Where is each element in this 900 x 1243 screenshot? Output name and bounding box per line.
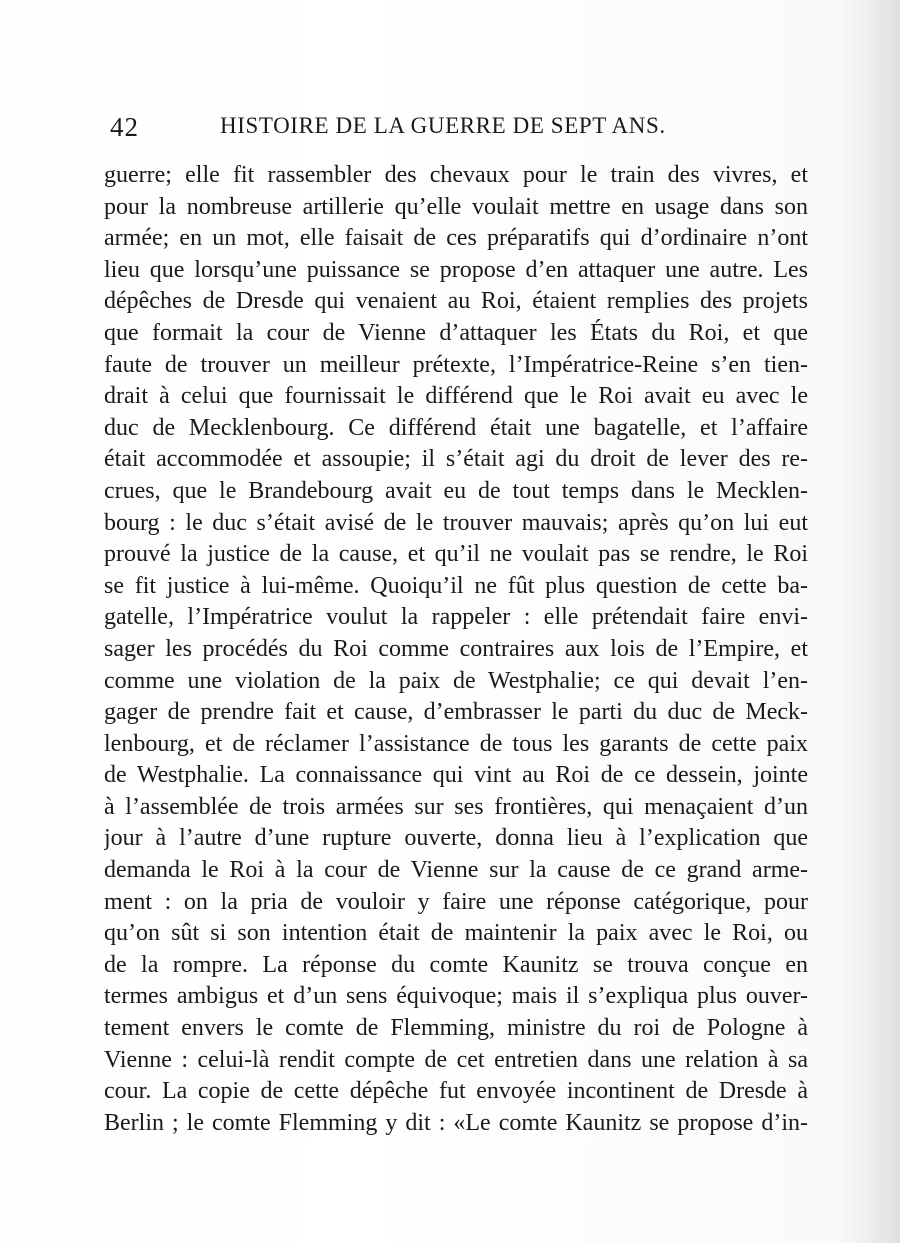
page-number: 42: [110, 112, 139, 142]
body-text: [104, 160, 808, 1139]
text-line: duc de Mecklenbourg. Ce différend était une bagatelle, et l’affaire: [104, 414, 808, 441]
text-line: à l’assemblée de trois armées sur ses frontières, qui menaçaient d’un: [104, 793, 808, 820]
text-line: comme une violation de la paix de Westphalie; ce qui devait l’en-: [104, 667, 808, 694]
text-line: sager les procédés du Roi comme contraires aux lois de l’Empire, et: [104, 635, 808, 662]
page-edge-shadow: [872, 0, 900, 1243]
text-line: que formait la cour de Vienne d’attaquer les États du Roi, et que: [104, 319, 808, 346]
text-line: armée; en un mot, elle faisait de ces préparatifs qui d’ordinaire n’ont: [104, 225, 808, 252]
text-line: Vienne : celui-là rendit compte de cet entretien dans une relation à sa: [104, 1046, 808, 1073]
running-title: HISTOIRE DE LA GUERRE DE SEPT ANS.: [220, 113, 666, 138]
text-line: drait à celui que fournissait le différend que le Roi avait eu avec le: [104, 383, 808, 410]
text-line: lenbourg, et de réclamer l’assistance de tous les garants de cette paix: [104, 730, 808, 757]
text-line: tement envers le comte de Flemming, ministre du roi de Pologne à: [104, 1015, 808, 1042]
text-line: gatelle, l’Impératrice voulut la rappeler : elle prétendait faire envi-: [104, 604, 808, 631]
text-line: faute de trouver un meilleur prétexte, l’Impératrice-Reine s’en tien-: [104, 351, 808, 378]
text-line: lieu que lorsqu’une puissance se propose d’en attaquer une autre. Les: [104, 256, 808, 283]
text-line: ment : on la pria de vouloir y faire une réponse catégorique, pour: [104, 888, 808, 915]
text-line: était accommodée et assoupie; il s’était agi du droit de lever des re-: [104, 446, 808, 473]
text-line: jour à l’autre d’une rupture ouverte, donna lieu à l’explication que: [104, 825, 808, 852]
text-line: pour la nombreuse artillerie qu’elle voulait mettre en usage dans son: [104, 193, 808, 220]
text-line: gager de prendre fait et cause, d’embrasser le parti du duc de Meck-: [104, 699, 808, 726]
text-line: de Westphalie. La connaissance qui vint au Roi de ce dessein, jointe: [104, 762, 808, 789]
text-line: cour. La copie de cette dépêche fut envoyée incontinent de Dresde à: [104, 1078, 808, 1105]
page-header: [110, 112, 810, 152]
text-line: qu’on sût si son intention était de maintenir la paix avec le Roi, ou: [104, 920, 808, 947]
text-line: termes ambigus et d’un sens équivoque; mais il s’expliqua plus ouver-: [104, 983, 808, 1010]
text-line: crues, que le Brandebourg avait eu de tout temps dans le Mecklen-: [104, 477, 808, 504]
text-line: se fit justice à lui-même. Quoiqu’il ne fût plus question de cette ba-: [104, 572, 808, 599]
text-line: dépêches de Dresde qui venaient au Roi, étaient remplies des projets: [104, 288, 808, 315]
text-line: de la rompre. La réponse du comte Kaunitz se trouva conçue en: [104, 951, 808, 978]
text-line: bourg : le duc s’était avisé de le trouver mauvais; après qu’on lui eut: [104, 509, 808, 536]
text-line: Berlin ; le comte Flemming y dit : «Le comte Kaunitz se propose d’in-: [104, 1109, 808, 1136]
text-line: prouvé la justice de la cause, et qu’il ne voulait pas se rendre, le Roi: [104, 541, 808, 568]
text-line: demanda le Roi à la cour de Vienne sur la cause de ce grand arme-: [104, 857, 808, 884]
text-line: guerre; elle fit rassembler des chevaux pour le train des vivres, et: [104, 162, 808, 188]
